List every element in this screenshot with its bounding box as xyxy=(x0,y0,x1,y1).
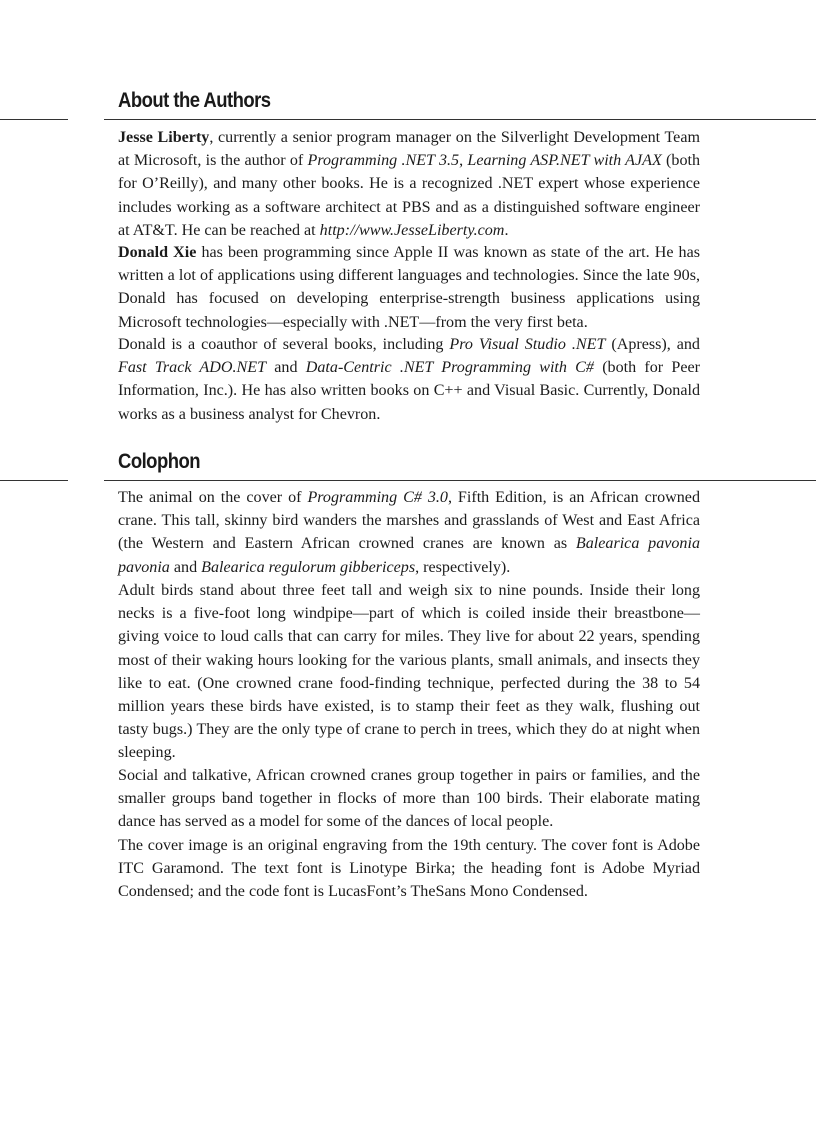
colophon-rule-left xyxy=(0,480,68,481)
author-url: http://www.JesseLiberty.com xyxy=(319,221,505,239)
book-title: Data-Centric .NET Programming with C# xyxy=(305,359,594,377)
species-name: Balearica pavonia pavonia xyxy=(118,535,700,576)
colophon-paragraph-4: The cover image is an original engraving from the 19th century. The cover font is Adobe ITC Garamond. The text font is Linotype Birka; the heading font is Adobe Myriad Condensed; and the code font is LucasFont’s TheSans Mono Condensed. xyxy=(118,837,700,901)
book-title: Pro Visual Studio .NET xyxy=(449,336,606,353)
about-rule xyxy=(104,119,816,120)
book-title: Fast Track ADO.NET xyxy=(118,359,267,377)
colophon-paragraph-3: Social and talkative, African crowned cranes group together in pairs or families, and the smaller groups band together in flocks of more than 100 birds. Their elaborate mating dance has served as a model for some of the dances of local people. xyxy=(118,767,700,831)
colophon-rule xyxy=(104,480,816,481)
author-name: Jesse Liberty xyxy=(118,129,210,146)
about-paragraph-1: Jesse Liberty, currently a senior program manager on the Silverlight Development Team at Microsoft, is the author of Programming .NET 3.5, Learning ASP.NET with AJAX (both for O’Reilly), and many other books. He is a recognized .NET expert whose experience includes working as a software architect at PBS and as a distinguished software engineer at AT&T. He can be reached at http://www.JesseLiberty.com. xyxy=(118,129,701,239)
species-name: Balearica regulorum gibbericeps xyxy=(201,558,416,576)
colophon-heading: Colophon xyxy=(118,450,200,473)
about-paragraph-2: Donald Xie has been programming since Apple II was known as state of the art. He has written a lot of applications using different languages and technologies. Since the late 90s, Donald has focused on developing enterprise-strength business applications using Microsoft technologies—especially with .NET—from the very first beta. xyxy=(118,244,700,331)
book-title: Programming C# 3.0 xyxy=(307,489,448,506)
book-title: Programming .NET 3.5 xyxy=(307,152,460,170)
about-paragraph-3: Donald is a coauthor of several books, including Pro Visual Studio .NET (Apress), and Fast Track ADO.NET and Data-Centric .NET Programming with C# (both for Peer Information, Inc.). He has also written books on C++ and Visual Basic. Currently, Donald works as a business analyst for Chevron. xyxy=(118,336,700,423)
book-title: Learning ASP.NET with AJAX xyxy=(467,152,662,170)
colophon-paragraph-2: Adult birds stand about three feet tall and weigh six to nine pounds. Inside their long necks is a five-foot long windpipe—part of which is coiled inside their breastbone—giving voice to loud calls that can carry for miles. They live for about 22 years, spending most of their waking hours looking for the various plants, small animals, and insects they like to eat. (One crowned crane food-finding technique, perfected during the 38 to 54 million years these birds have existed, is to stamp their feet as they walk, flushing out tasty bugs.) They are the only type of crane to perch in trees, which they do at night when sleeping. xyxy=(118,582,700,762)
author-name: Donald Xie xyxy=(118,244,197,261)
colophon-paragraph-1: The animal on the cover of Programming C# 3.0, Fifth Edition, is an African crowned crane. This tall, skinny bird wanders the marshes and grasslands of West and East Africa (the Western and Eastern African crowned cranes are known as Balearica pavonia pavonia and Balearica regulorum gibbericeps, respectively). xyxy=(118,489,700,576)
about-rule-left xyxy=(0,119,68,120)
about-heading: About the Authors xyxy=(118,89,271,112)
